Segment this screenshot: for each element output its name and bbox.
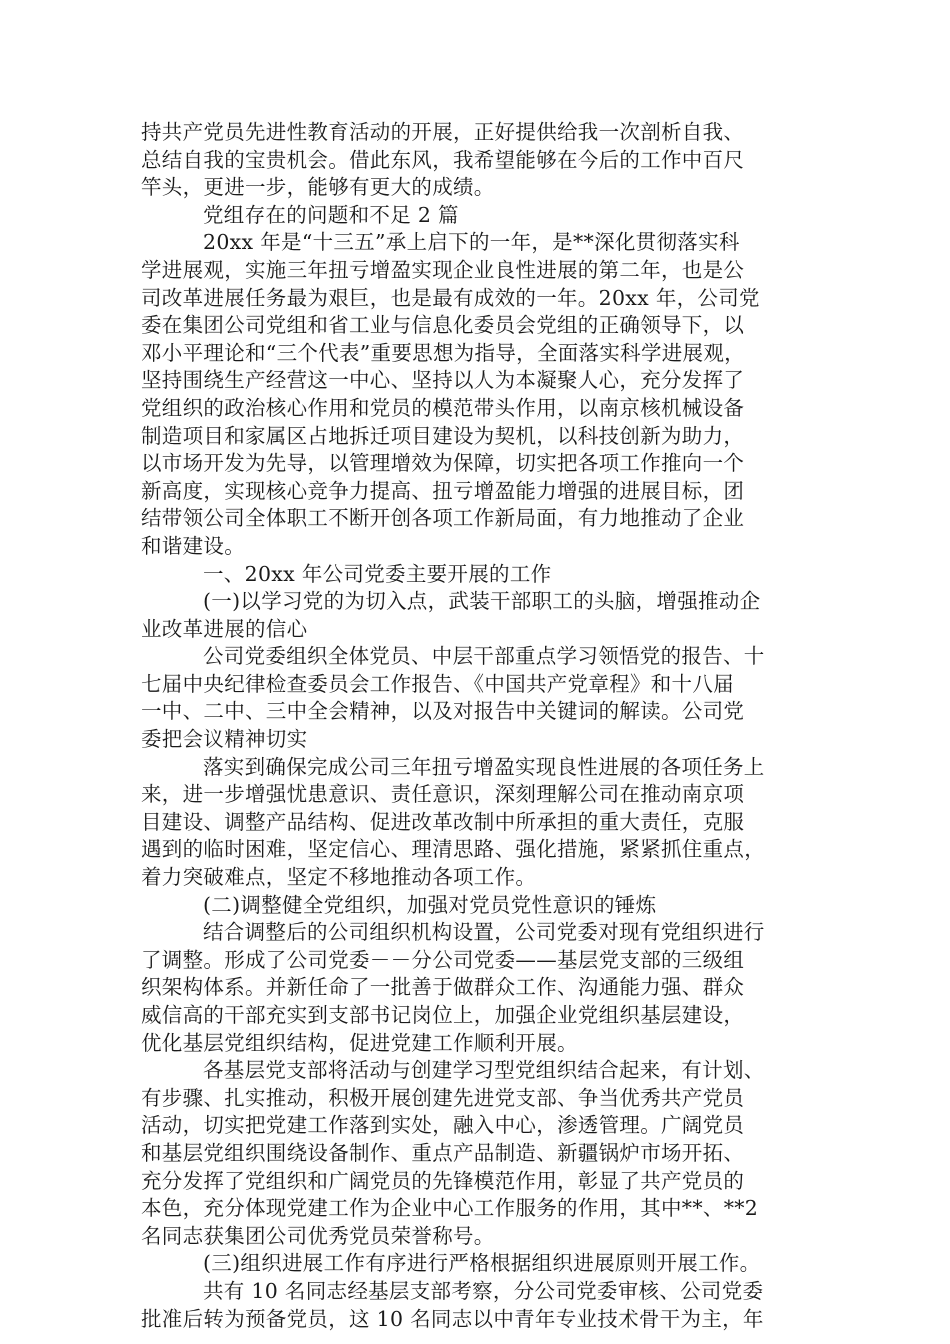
text-line: 邓小平理论和“三个代表”重要思想为指导，全面落实科学进展观， — [141, 340, 745, 365]
text-line: 和基层党组织围绕设备制作、重点产品制造、新疆锅炉市场开拓、 — [141, 1140, 745, 1165]
text-line: 一、20xx 年公司党委主要开展的工作 — [203, 561, 552, 586]
text-line: 新高度，实现核心竞争力提高、扭亏增盈能力增强的进展目标，团 — [141, 478, 745, 503]
document-body — [141, 119, 821, 1333]
text-line: 党组织的政治核心作用和党员的模范带头作用，以南京核机械设备 — [141, 395, 745, 420]
text-line: 优化基层党组织结构，促进党建工作顺利开展。 — [141, 1030, 578, 1055]
text-line: 司改革进展任务最为艰巨，也是最有成效的一年。20xx 年，公司党 — [141, 285, 760, 310]
text-line: 本色，充分体现党建工作为企业中心工作服务的作用，其中**、**2 — [141, 1196, 759, 1221]
text-line: 委在集团公司党组和省工业与信息化委员会党组的正确领导下，以 — [141, 313, 745, 338]
text-line: 以市场开发为先导，以管理增效为保障，切实把各项工作推向一个 — [141, 451, 745, 476]
text-line: 总结自我的宝贵机会。借此东风，我希望能够在今后的工作中百尺 — [141, 147, 745, 172]
text-line: 20xx 年是“十三五”承上启下的一年，是**深化贯彻落实科 — [203, 230, 740, 255]
text-line: 党组存在的问题和不足 2 篇 — [203, 202, 459, 227]
text-line: 和谐建设。 — [141, 533, 245, 558]
text-line: 坚持围绕生产经营这一中心、坚持以人为本凝聚人心，充分发挥了 — [141, 368, 745, 393]
text-line: 各基层党支部将活动与创建学习型党组织结合起来，有计划、 — [203, 1058, 765, 1083]
text-line: 委把会议精神切实 — [141, 727, 308, 752]
text-line: 织架构体系。并新任命了一批善于做群众工作、沟通能力强、群众 — [141, 975, 745, 1000]
text-line: 来，进一步增强忧患意识、责任意识，深刻理解公司在推动南京项 — [141, 782, 745, 807]
text-line: 活动，切实把党建工作落到实处，融入中心，渗透管理。广阔党员 — [141, 1113, 745, 1138]
text-line: 一中、二中、三中全会精神，以及对报告中关键词的解读。公司党 — [141, 699, 745, 724]
text-line: 充分发挥了党组织和广阔党员的先锋模范作用，彰显了共产党员的 — [141, 1168, 745, 1193]
text-line: 制造项目和家属区占地拆迁项目建设为契机，以科技创新为助力， — [141, 423, 745, 448]
text-line: 业改革进展的信心 — [141, 616, 308, 641]
text-line: 公司党委组织全体党员、中层干部重点学习领悟党的报告、十 — [203, 644, 765, 669]
text-line: (一)以学习党的为切入点，武装干部职工的头脑，增强推动企 — [203, 589, 761, 614]
text-line: 学进展观，实施三年扭亏增盈实现企业良性进展的第二年，也是公 — [141, 257, 745, 282]
text-line: 结带领公司全体职工不断开创各项工作新局面，有力地推动了企业 — [141, 506, 745, 531]
text-line: 共有 10 名同志经基层支部考察，分公司党委审核、公司党委 — [203, 1278, 764, 1303]
text-line: 有步骤、扎实推动，积极开展创建先进党支部、争当优秀共产党员 — [141, 1085, 745, 1110]
text-line: 竿头，更进一步，能够有更大的成绩。 — [141, 175, 495, 200]
text-line: (三)组织进展工作有序进行严格根据组织进展原则开展工作。 — [203, 1251, 761, 1276]
text-line: (二)调整健全党组织，加强对党员党性意识的锤炼 — [203, 892, 657, 917]
text-line: 批准后转为预备党员，这 10 名同志以中青年专业技术骨干为主，年 — [141, 1306, 764, 1331]
text-line: 了调整。形成了公司党委－－分公司党委——基层党支部的三级组 — [141, 947, 745, 972]
text-line: 七届中央纪律检查委员会工作报告、《中国共产党章程》和十八届 — [141, 671, 734, 696]
text-line: 持共产党员先进性教育活动的开展，正好提供给我一次剖析自我、 — [141, 120, 745, 144]
text-line: 目建设、调整产品结构、促进改革改制中所承担的重大责任，克服 — [141, 809, 745, 834]
text-line: 结合调整后的公司组织机构设置，公司党委对现有党组织进行 — [203, 920, 765, 945]
text-line: 名同志获集团公司优秀党员荣誉称号。 — [141, 1223, 495, 1248]
text-line: 着力突破难点，坚定不移地推动各项工作。 — [141, 865, 537, 890]
text-line: 遇到的临时困难，坚定信心、理清思路、强化措施，紧紧抓住重点， — [141, 837, 765, 862]
text-line: 威信高的干部充实到支部书记岗位上，加强企业党组织基层建设， — [141, 1003, 745, 1027]
text-line: 落实到确保完成公司三年扭亏增盈实现良性进展的各项任务上 — [203, 754, 765, 779]
